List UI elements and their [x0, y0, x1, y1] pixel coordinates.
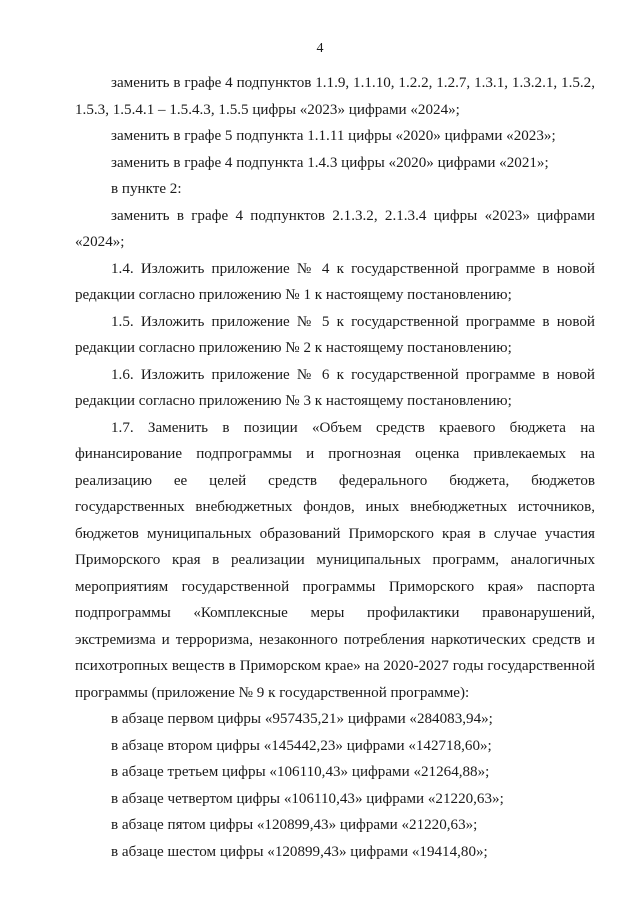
- paragraph-replace-col4-3: заменить в графе 4 подпунктов 2.1.3.2, 2.1.3.4 цифры «2023» цифрами «2024»;: [75, 207, 595, 250]
- paragraph-abzac-3: в абзаце третьем цифры «106110,43» цифрами «21264,88»;: [111, 764, 490, 780]
- paragraph-replace-col4-2: заменить в графе 4 подпункта 1.4.3 цифры «2020» цифрами «2021»;: [111, 154, 549, 171]
- paragraph-1-5: 1.5. Изложить приложение № 5 к государственной программе в новой редакции согласно приложению № 2 к настоящему постановлению;: [75, 313, 595, 356]
- paragraph-replace-col4-1: заменить в графе 4 подпунктов 1.1.9, 1.1.10, 1.2.2, 1.2.7, 1.3.1, 1.3.2.1, 1.5.2, 1.5.3, 1.5.4.1 – 1.5.4.3, 1.5.5 цифры «2023» цифрами «2024»;: [75, 75, 595, 118]
- paragraph-1-6: 1.6. Изложить приложение № 6 к государственной программе в новой редакции согласно приложению № 3 к настоящему постановлению;: [75, 366, 595, 409]
- paragraph-abzac-4: в абзаце четвертом цифры «106110,43» цифрами «21220,63»;: [111, 790, 504, 807]
- paragraph-1-7: 1.7. Заменить в позиции «Объем средств краевого бюджета на финансирование подпрограммы и прогнозная оценка привлекаемых на реализацию ее целей средств федерального бюджета, бюджетов государственных внебюджетных фондов, иных внебюджетных источников, бюджетов муниципальных образований Приморского края в случае участия Приморского края в реализации муниципальных программ, аналогичных мероприятиям государственной программы Приморского края» паспорта подпрограммы «Комплексные меры профилактики правонарушений, экстремизма и терроризма, незаконного потребления наркотических средств и психотропных веществ в Приморском крае» на 2020-2027 годы государственной программы (приложение № 9 к государственной программе):: [75, 419, 595, 701]
- document-body: [75, 70, 595, 865]
- paragraph-1-4: 1.4. Изложить приложение № 4 к государственной программе в новой редакции согласно приложению № 1 к настоящему постановлению;: [75, 260, 595, 303]
- paragraph-abzac-5: в абзаце пятом цифры «120899,43» цифрами «21220,63»;: [111, 817, 478, 833]
- paragraph-abzac-6: в абзаце шестом цифры «120899,43» цифрами «19414,80»;: [111, 843, 488, 860]
- page-number: 4: [316, 41, 324, 56]
- paragraph-point-2: в пункте 2:: [111, 181, 182, 197]
- paragraph-abzac-2: в абзаце втором цифры «145442,23» цифрами «142718,60»;: [111, 737, 492, 754]
- paragraph-abzac-1: в абзаце первом цифры «957435,21» цифрами «284083,94»;: [111, 711, 493, 727]
- paragraph-replace-col5: заменить в графе 5 подпункта 1.1.11 цифры «2020» цифрами «2023»;: [111, 128, 556, 144]
